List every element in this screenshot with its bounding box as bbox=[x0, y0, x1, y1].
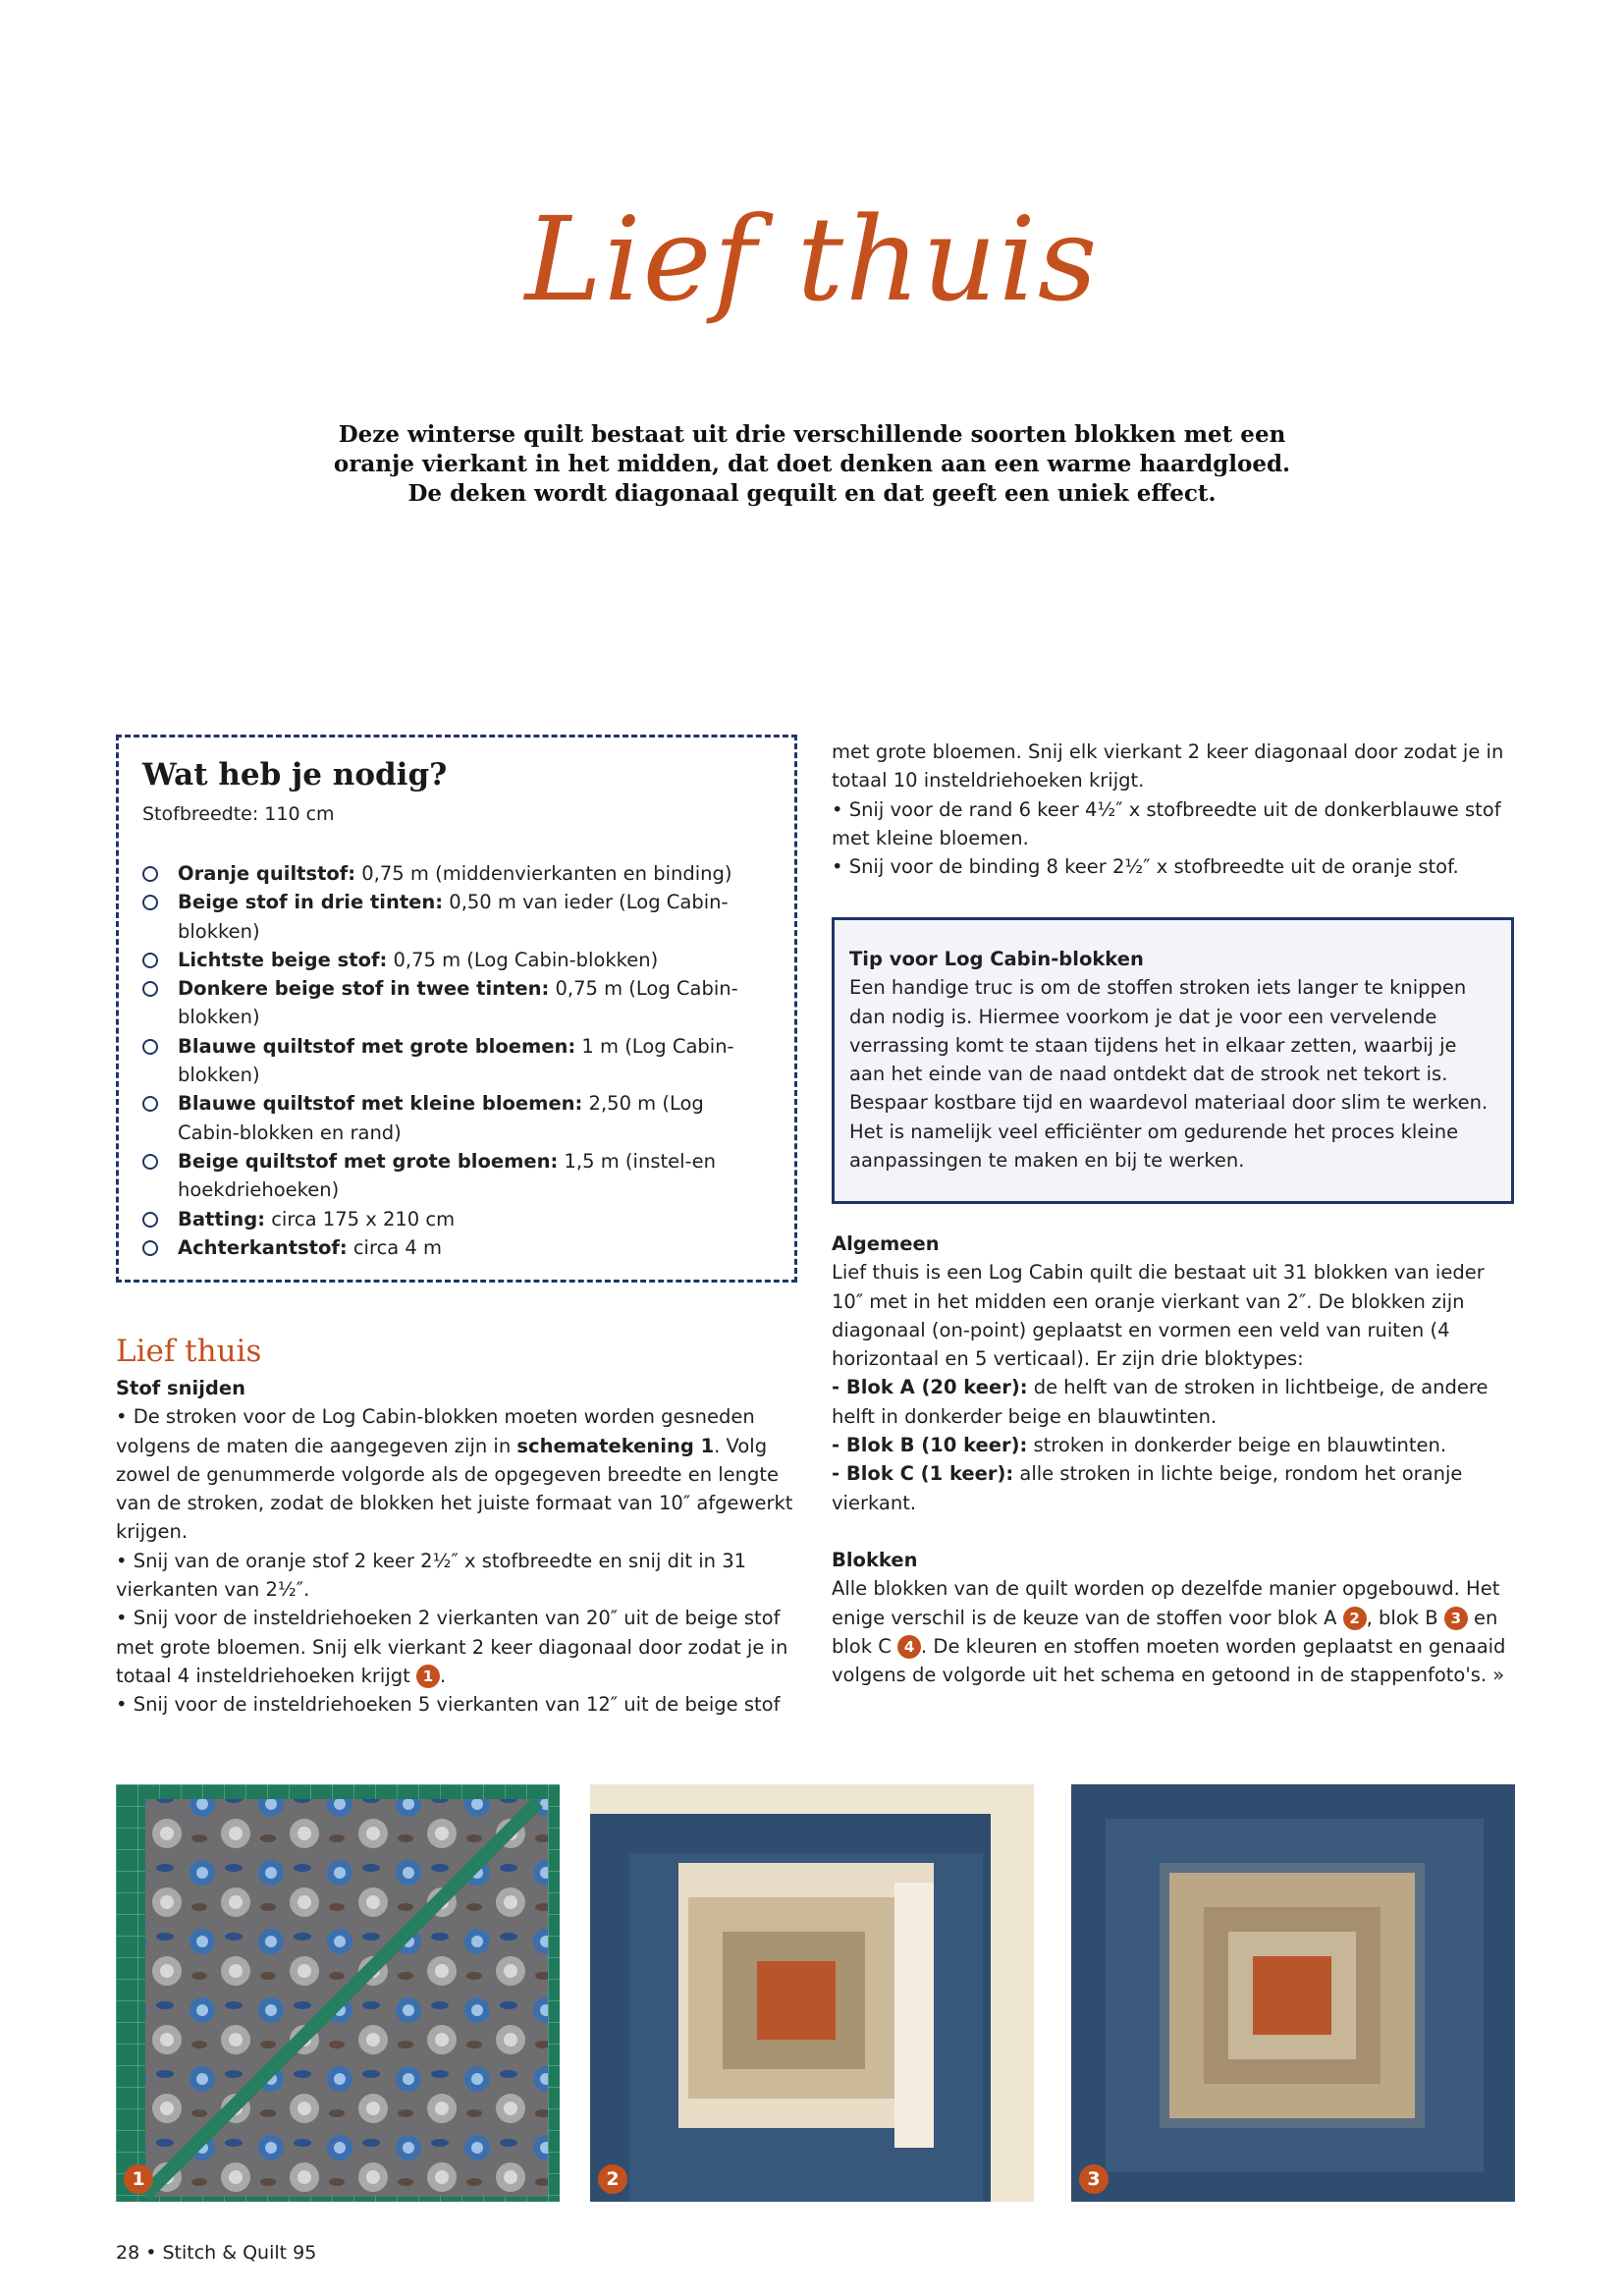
circle-bullet-icon bbox=[142, 953, 158, 968]
item-text: 0,75 m (Log Cabin-blokken) bbox=[178, 977, 738, 1029]
list-item bbox=[142, 888, 771, 946]
list-item bbox=[142, 1147, 771, 1205]
list-item bbox=[142, 859, 771, 888]
paragraph: • Snij voor de insteldriehoeken 2 vierkanten van 20″ uit de beige stof met grote bloemen. Snij elk vierkant 2 keer diagonaal door zodat je in totaal 4 insteldriehoeken krijgt 1 . bbox=[116, 1607, 788, 1687]
step-number-badge: 2 bbox=[1343, 1607, 1367, 1630]
text-run: • De stroken voor de Log Cabin-blokken moeten worden gesneden volgens de maten die aangegeven zijn in bbox=[116, 1405, 755, 1457]
text-run: • Snij voor de insteldriehoeken 2 vierkanten van 20″ uit de beige stof met grote bloemen. Snij elk vierkant 2 keer diagonaal door zodat je in totaal 4 insteldriehoeken krijgt bbox=[116, 1607, 788, 1687]
materials-list bbox=[142, 859, 771, 1262]
text-run: Alle blokken van de quilt worden op dezelfde manier opgebouwd. Het enige verschil is de keuze van de stoffen voor blok A bbox=[832, 1577, 1500, 1629]
photo-number-badge: 3 bbox=[1079, 2164, 1109, 2194]
text-run: de helft van de stroken in lichtbeige, de andere helft in donkerder beige en blauwtinten. bbox=[832, 1376, 1489, 1428]
item-text: 2,50 m (Log Cabin-blokken en rand) bbox=[178, 1092, 704, 1144]
materials-heading: Wat heb je nodig? bbox=[142, 757, 448, 793]
item-label: Achterkantstof: bbox=[178, 1235, 348, 1259]
materials-box bbox=[116, 735, 797, 1283]
item-text: 0,75 m (Log Cabin-blokken) bbox=[387, 948, 659, 971]
right-column-top bbox=[832, 738, 1519, 881]
text-run-bold: - Blok C (1 keer): bbox=[832, 1462, 1014, 1486]
tip-box bbox=[832, 917, 1514, 1204]
subheading-cutting: Stof snijden bbox=[116, 1377, 245, 1399]
item-label: Batting: bbox=[178, 1207, 265, 1230]
step-number-badge: 3 bbox=[1444, 1607, 1468, 1630]
paragraph bbox=[832, 1373, 1519, 1431]
tip-text: Een handige truc is om de stoffen stroken iets langer te knippen dan nodig is. Hiermee voorkom je dat je voor een vervelende verrassing komt te staan tijdens het in elkaar zetten, waarbij je aan het einde van de naad ontdekt dat de strook net tekort is. Bespaar kostbare tijd en waardevol materiaal door slim te werken. Het is namelijk veel efficiënter om gedurende het proces kleine aanpassingen te maken en bij te werken. bbox=[849, 976, 1489, 1173]
text-run: alle stroken in lichte beige, rondom het oranje vierkant. bbox=[832, 1462, 1463, 1514]
page-title: Lief thuis bbox=[524, 191, 1100, 327]
list-item bbox=[142, 1089, 771, 1147]
paragraph: • Snij van de oranje stof 2 keer 2½″ x stofbreedte en snij dit in 31 vierkanten van 2½″. bbox=[116, 1549, 747, 1602]
section-title: Lief thuis bbox=[116, 1334, 262, 1369]
fabric-cutting-photo bbox=[116, 1784, 560, 2202]
paragraph bbox=[832, 1431, 1519, 1459]
item-text: circa 175 x 210 cm bbox=[265, 1207, 456, 1230]
circle-bullet-icon bbox=[142, 866, 158, 882]
subheading-general: Algemeen bbox=[832, 1232, 940, 1255]
text-run-bold: - Blok A (20 keer): bbox=[832, 1376, 1028, 1399]
intro-line: Deze winterse quilt bestaat uit drie verschillende soorten blokken met een bbox=[338, 421, 1286, 448]
paragraph bbox=[116, 1402, 809, 1546]
item-label: Lichtste beige stof: bbox=[178, 948, 388, 971]
step-number-badge: 4 bbox=[897, 1635, 921, 1659]
intro-text bbox=[295, 420, 1329, 509]
paragraph bbox=[832, 1459, 1519, 1517]
text-run: stroken in donkerder beige en blauwtinten. bbox=[1027, 1434, 1447, 1457]
circle-bullet-icon bbox=[142, 1212, 158, 1228]
text-run-bold: - Blok B (10 keer): bbox=[832, 1434, 1028, 1457]
item-text: 0,75 m (middenvierkanten en binding) bbox=[355, 862, 732, 885]
circle-bullet-icon bbox=[142, 981, 158, 997]
tip-title: Tip voor Log Cabin-blokken bbox=[849, 948, 1144, 970]
item-text: circa 4 m bbox=[347, 1235, 443, 1259]
subheading-blocks: Blokken bbox=[832, 1548, 918, 1571]
circle-bullet-icon bbox=[142, 1240, 158, 1256]
list-item bbox=[142, 1205, 771, 1233]
step-photo-3 bbox=[1071, 1784, 1515, 2202]
item-label: Beige quiltstof met grote bloemen: bbox=[178, 1149, 559, 1173]
list-item bbox=[142, 1032, 771, 1090]
intro-line: De deken wordt diagonaal gequilt en dat geeft een uniek effect. bbox=[407, 480, 1217, 507]
item-text: 1,5 m (instel-en hoekdriehoeken) bbox=[178, 1149, 716, 1202]
photo-number-badge: 1 bbox=[124, 2164, 153, 2194]
list-item bbox=[142, 974, 771, 1032]
text-run: en blok C bbox=[832, 1606, 1498, 1658]
circle-bullet-icon bbox=[142, 1154, 158, 1170]
page-footer: 28 • Stitch & Quilt 95 bbox=[116, 2242, 317, 2264]
paragraph: • Snij voor de rand 6 keer 4½″ x stofbreedte uit de donkerblauwe stof met kleine bloemen. bbox=[832, 797, 1501, 849]
step-photo-2 bbox=[590, 1784, 1034, 2202]
right-column-bottom bbox=[832, 1230, 1519, 1689]
list-item bbox=[142, 946, 771, 974]
item-label: Oranje quiltstof: bbox=[178, 862, 356, 885]
circle-bullet-icon bbox=[142, 1096, 158, 1112]
left-column bbox=[116, 1374, 809, 1720]
text-run: . De kleuren en stoffen moeten worden geplaatst en genaaid volgens de volgorde uit het schema en getoond in de stappenfoto's. » bbox=[832, 1634, 1506, 1687]
fabric-width: Stofbreedte: 110 cm bbox=[142, 803, 335, 825]
text-run: , blok B bbox=[1366, 1606, 1444, 1629]
paragraph: • Snij voor de binding 8 keer 2½″ x stofbreedte uit de oranje stof. bbox=[832, 855, 1459, 879]
paragraph: met grote bloemen. Snij elk vierkant 2 keer diagonaal door zodat je in totaal 10 insteldriehoeken krijgt. bbox=[832, 740, 1504, 793]
circle-bullet-icon bbox=[142, 895, 158, 910]
paragraph bbox=[832, 1574, 1519, 1689]
circle-bullet-icon bbox=[142, 1039, 158, 1055]
tip-content bbox=[849, 945, 1497, 1175]
intro-line: oranje vierkant in het midden, dat doet denken aan een warme haardgloed. bbox=[333, 451, 1291, 477]
item-label: Blauwe quiltstof met grote bloemen: bbox=[178, 1034, 576, 1058]
list-item bbox=[142, 1233, 771, 1262]
item-text: 1 m (Log Cabin-blokken) bbox=[178, 1034, 734, 1087]
photo-number-badge: 2 bbox=[598, 2164, 627, 2194]
item-label: Donkere beige stof in twee tinten: bbox=[178, 977, 550, 1001]
step-photo-1 bbox=[116, 1784, 560, 2202]
log-cabin-block-a bbox=[590, 1784, 1034, 2202]
paragraph: • Snij voor de insteldriehoeken 5 vierkanten van 12″ uit de beige stof bbox=[116, 1693, 781, 1717]
paragraph: Lief thuis is een Log Cabin quilt die bestaat uit 31 blokken van ieder 10″ met in het midden een oranje vierkant van 2″. De blokken zijn diagonaal (on-point) geplaatst en vormen een veld van ruiten (4 horizontaal en 5 verticaal). Er zijn drie bloktypes: bbox=[832, 1261, 1485, 1371]
item-label: Blauwe quiltstof met kleine bloemen: bbox=[178, 1092, 583, 1116]
step-number-badge: 1 bbox=[416, 1665, 440, 1688]
log-cabin-block-b bbox=[1071, 1784, 1515, 2202]
item-text: 0,50 m van ieder (Log Cabin-blokken) bbox=[178, 891, 729, 943]
text-run: . Volg zowel de genummerde volgorde als de opgegeven breedte en lengte van de stroken, zodat de blokken het juiste formaat van 10″ afgewerkt krijgen. bbox=[116, 1434, 793, 1544]
item-label: Beige stof in drie tinten: bbox=[178, 891, 444, 914]
text-run-bold: schematekening 1 bbox=[516, 1434, 715, 1457]
